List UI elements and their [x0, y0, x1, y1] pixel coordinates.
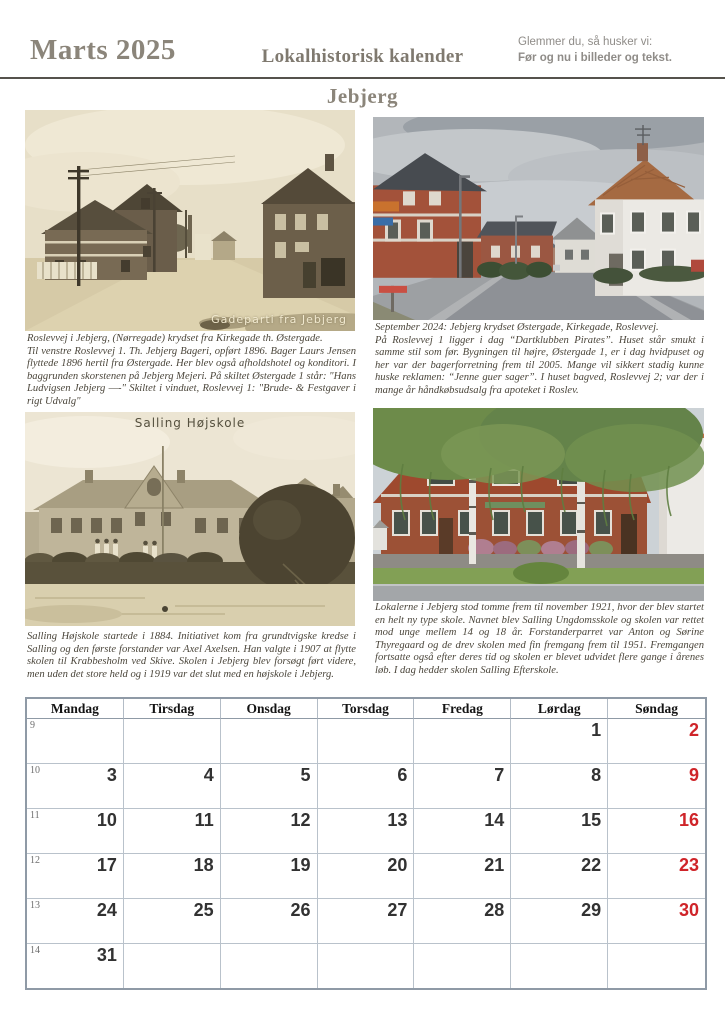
- weekday-header: Fredag: [414, 699, 511, 719]
- day-cell: [221, 809, 318, 854]
- day-cell: [124, 854, 221, 899]
- day-number: 19: [290, 855, 311, 875]
- day-number: 4: [203, 765, 214, 785]
- day-cell: [124, 809, 221, 854]
- day-cell: [414, 809, 511, 854]
- day-cell-sunday: [608, 764, 705, 809]
- week-row: [27, 854, 705, 899]
- day-cell: [221, 899, 318, 944]
- new-street-illustration: [373, 117, 704, 320]
- day-cell: [414, 719, 511, 764]
- day-cell: [318, 854, 415, 899]
- day-cell: [124, 944, 221, 988]
- week-number: 13: [30, 900, 40, 911]
- day-cell-sunday: [608, 854, 705, 899]
- day-cell: [27, 809, 124, 854]
- day-number: 3: [106, 765, 117, 785]
- day-number: 5: [300, 765, 311, 785]
- week-number: 10: [30, 765, 40, 776]
- day-number: 30: [678, 900, 699, 920]
- day-cell: [318, 899, 415, 944]
- day-number: 16: [678, 810, 699, 830]
- day-number: 28: [484, 900, 505, 920]
- header-divider: [0, 77, 725, 79]
- day-cell: [511, 944, 608, 988]
- day-cell-sunday: [608, 809, 705, 854]
- day-cell-sunday: [608, 899, 705, 944]
- caption-new-school: [375, 602, 704, 677]
- day-cell: [27, 899, 124, 944]
- day-number: 1: [591, 720, 602, 740]
- day-cell: [124, 899, 221, 944]
- day-cell: [318, 944, 415, 988]
- week-row: [27, 944, 705, 988]
- caption-old-school: [27, 631, 356, 681]
- day-number: 6: [397, 765, 408, 785]
- day-cell: [414, 854, 511, 899]
- day-number: 9: [688, 765, 699, 785]
- publisher-tagline: [518, 35, 703, 66]
- day-cell-sunday: [608, 719, 705, 764]
- day-number: 21: [484, 855, 505, 875]
- week-number: 11: [30, 810, 40, 821]
- day-cell: [511, 764, 608, 809]
- day-cell: [318, 809, 415, 854]
- weekday-header: Torsdag: [318, 699, 415, 719]
- day-number: 24: [96, 900, 117, 920]
- photo-old-street: [25, 110, 355, 331]
- day-cell: [221, 944, 318, 988]
- day-cell: [124, 719, 221, 764]
- caption-line: September 2024: Jebjerg krydset Østergade, Kirkegade, Roslevvej.: [375, 322, 659, 333]
- old-school-illustration: [25, 412, 355, 626]
- day-cell: [511, 854, 608, 899]
- day-number: 10: [96, 810, 117, 830]
- caption-body: Lokalerne i Jebjerg stod tomme frem til november 1921, hvor der blev startet en helt ny type skole. Navnet blev Salling Ungdomsskole og skolen var rettet mod unge mellem 14 og 18 år. Forstanderparret var Anton og Sørine Thyregaard og de drev skolen med fin fremgang frem til 1951. Fremgangen fortsatte også efter deres tid og skolen er blevet udvidet flere gange i årenes løb. I dag hedder skolen Salling Efterskole.: [375, 602, 704, 676]
- day-number: 14: [484, 810, 505, 830]
- weekday-header-row: [27, 699, 705, 719]
- day-cell: [511, 809, 608, 854]
- week-number: 9: [30, 720, 35, 731]
- day-number: 31: [96, 945, 117, 965]
- day-cell: [221, 719, 318, 764]
- weekday-header: Tirsdag: [124, 699, 221, 719]
- day-number: 26: [290, 900, 311, 920]
- day-number: 7: [494, 765, 505, 785]
- day-number: 18: [193, 855, 214, 875]
- day-cell: [221, 764, 318, 809]
- week-row: [27, 899, 705, 944]
- old-street-illustration: [25, 110, 355, 331]
- weekday-header: Lørdag: [511, 699, 608, 719]
- week-row: [27, 809, 705, 854]
- day-cell: [414, 944, 511, 988]
- weekday-header: Søndag: [608, 699, 705, 719]
- caption-line: Roslevvej i Jebjerg, (Nørregade) krydset fra Kirkegade th. Østergade.: [27, 333, 323, 344]
- week-row: [27, 764, 705, 809]
- day-number: 2: [688, 720, 699, 740]
- place-title: Jebjerg: [326, 84, 399, 108]
- caption-old-street: [27, 333, 356, 408]
- calendar-subtitle: Lokalhistorisk kalender: [261, 46, 464, 67]
- postcard-overlay-text: Gadeparti fra Jebjerg: [211, 313, 347, 326]
- day-number: 13: [387, 810, 408, 830]
- week-number: 12: [30, 855, 40, 866]
- day-cell: [27, 719, 124, 764]
- tagline-line1: Glemmer du, så husker vi:: [518, 36, 653, 48]
- day-cell: [221, 854, 318, 899]
- postcard-title-text: Salling Højskole: [134, 416, 246, 430]
- day-cell: [27, 854, 124, 899]
- month-grid: [25, 697, 707, 990]
- day-cell: [124, 764, 221, 809]
- tagline-line2: Før og nu i billeder og tekst.: [518, 51, 672, 64]
- day-number: 20: [387, 855, 408, 875]
- day-number: 11: [194, 810, 214, 830]
- day-cell: [27, 764, 124, 809]
- day-cell: [511, 899, 608, 944]
- day-cell: [414, 899, 511, 944]
- day-number: 29: [581, 900, 602, 920]
- photo-new-school: [373, 408, 704, 601]
- weekday-header: Mandag: [27, 699, 124, 719]
- new-school-illustration: [373, 408, 704, 601]
- week-row: [27, 719, 705, 764]
- day-cell: [511, 719, 608, 764]
- photo-old-school: [25, 412, 355, 626]
- day-number: 15: [581, 810, 602, 830]
- week-number: 14: [30, 945, 40, 956]
- day-cell: [318, 719, 415, 764]
- day-number: 23: [678, 855, 699, 875]
- day-number: 8: [591, 765, 602, 785]
- caption-body: Til venstre Roslevvej 1. Th. Jebjerg Bageri, opført 1896. Bager Laurs Jensen flyttede 1896 hertil fra Østergade. Her blev også afholdshotel og konditori. I baggrunden skorstenen på Jebjerg Mejeri. På skiltet Østergade 1 står: "Hans Ludvigsen Jebjerg —-" Skiltet i vinduet, Roslevvej 1: "Brude- & Festgaver i rigt Udvalg": [27, 345, 356, 407]
- caption-body: Salling Højskole startede i 1884. Initiativet kom fra grundtvigske kredse i Salling og den første forstander var Axel Axelsen. Han valgte i 1907 at flytte skolen til Krabbesholm ved Skive. Skolen i Jebjerg blev forsøgt ført videre, men uden det store held og i 1919 var det slut med en højskole i Jebjerg.: [27, 631, 356, 680]
- caption-new-street: [375, 322, 704, 397]
- day-cell-sunday: [608, 944, 705, 988]
- day-number: 17: [96, 855, 117, 875]
- day-number: 27: [387, 900, 408, 920]
- day-cell: [318, 764, 415, 809]
- caption-body: På Roslevvej 1 ligger i dag “Dartklubben Pirates”. Huset står smukt i samme stil som før. Bygningen til højre, Østergade 1, er i dag hvidpuset og her var der bagerforretning frem til 2005. Mange vil sikkert stadig kunne huske reklamen: “Jenne guer sager”. I huset bagved, Roslevvej 2; var der i mange år håndkøbsudsalg fra apoteket i Roslev.: [375, 334, 704, 396]
- day-number: 22: [581, 855, 602, 875]
- photo-new-street: [373, 117, 704, 320]
- day-number: 25: [193, 900, 214, 920]
- month-title: Marts 2025: [30, 34, 176, 66]
- day-cell: [27, 944, 124, 988]
- day-number: 12: [290, 810, 311, 830]
- weekday-header: Onsdag: [221, 699, 318, 719]
- day-cell: [414, 764, 511, 809]
